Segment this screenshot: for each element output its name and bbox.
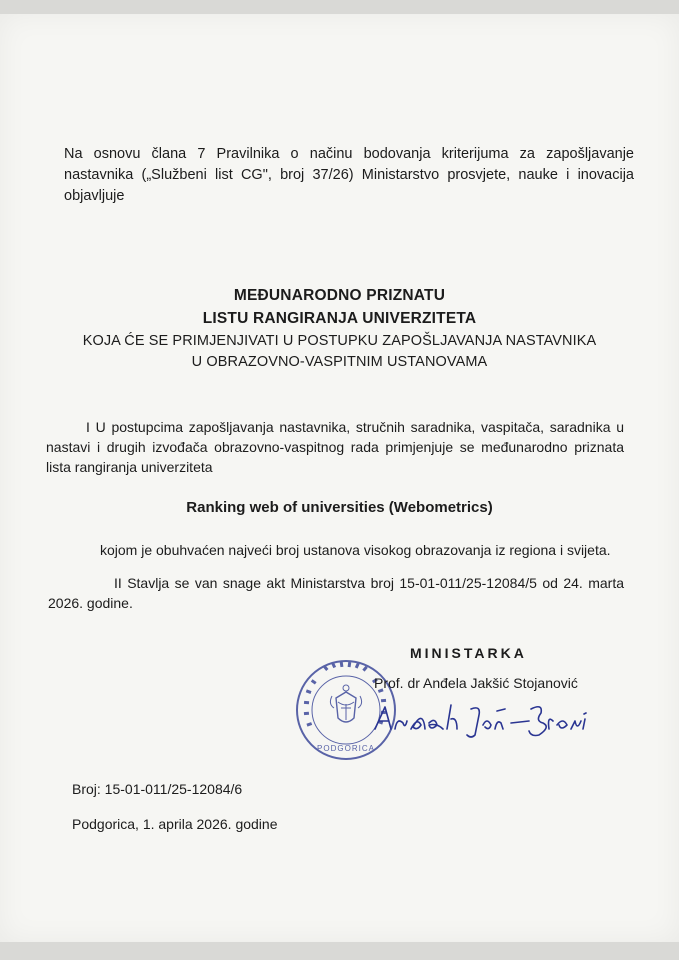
heading-line-3: KOJA ĆE SE PRIMJENJIVATI U POSTUPKU ZAPOŠLJAVANJA NASTAVNIKA: [82, 333, 597, 349]
section-1-paragraph: I U postupcima zapošljavanja nastavnika, stručnih saradnika, vaspitača, saradnika u nastavi i drugih izvođača obrazovno-vaspitnog rada primjenjuje se međunarodno priznata lista rangiranja univerziteta: [46, 419, 624, 475]
heading-line-1: MEĐUNARODNO PRIZNATU: [233, 287, 446, 304]
intro-paragraph: Na osnovu člana 7 Pravilnika o načinu bodovanja kriterijuma za zapošljavanje nastavnika („Službeni list CG", broj 37/26) Ministarstvo prosvjete, nauke i inovacija objavljuje: [64, 146, 634, 204]
signatory-title: MINISTARKA: [410, 645, 527, 661]
signatory-name: Prof. dr Anđela Jakšić Stojanović: [374, 675, 578, 691]
ranking-name: Ranking web of universities (Webometrics): [186, 499, 493, 516]
section-2-paragraph: II Stavlja se van snage akt Ministarstva broj 15-01-011/25-12084/5 od 24. marta 2026. godine.: [48, 575, 624, 611]
heading-line-2: LISTU RANGIRANJA UNIVERZITETA: [202, 310, 477, 327]
document-number: Broj: 15-01-011/25-12084/6: [72, 781, 243, 797]
heading-line-4: U OBRAZOVNO-VASPITNIM USTANOVAMA: [191, 354, 488, 370]
svg-text:PODGORICA: PODGORICA: [317, 744, 375, 753]
document-page: [0, 14, 679, 942]
section-1-continuation: kojom je obuhvaćen najveći broj ustanova visokog obrazovanja iz regiona i svijeta.: [100, 542, 611, 558]
place-and-date: Podgorica, 1. aprila 2026. godine: [72, 816, 278, 832]
handwritten-signature: [371, 695, 591, 740]
